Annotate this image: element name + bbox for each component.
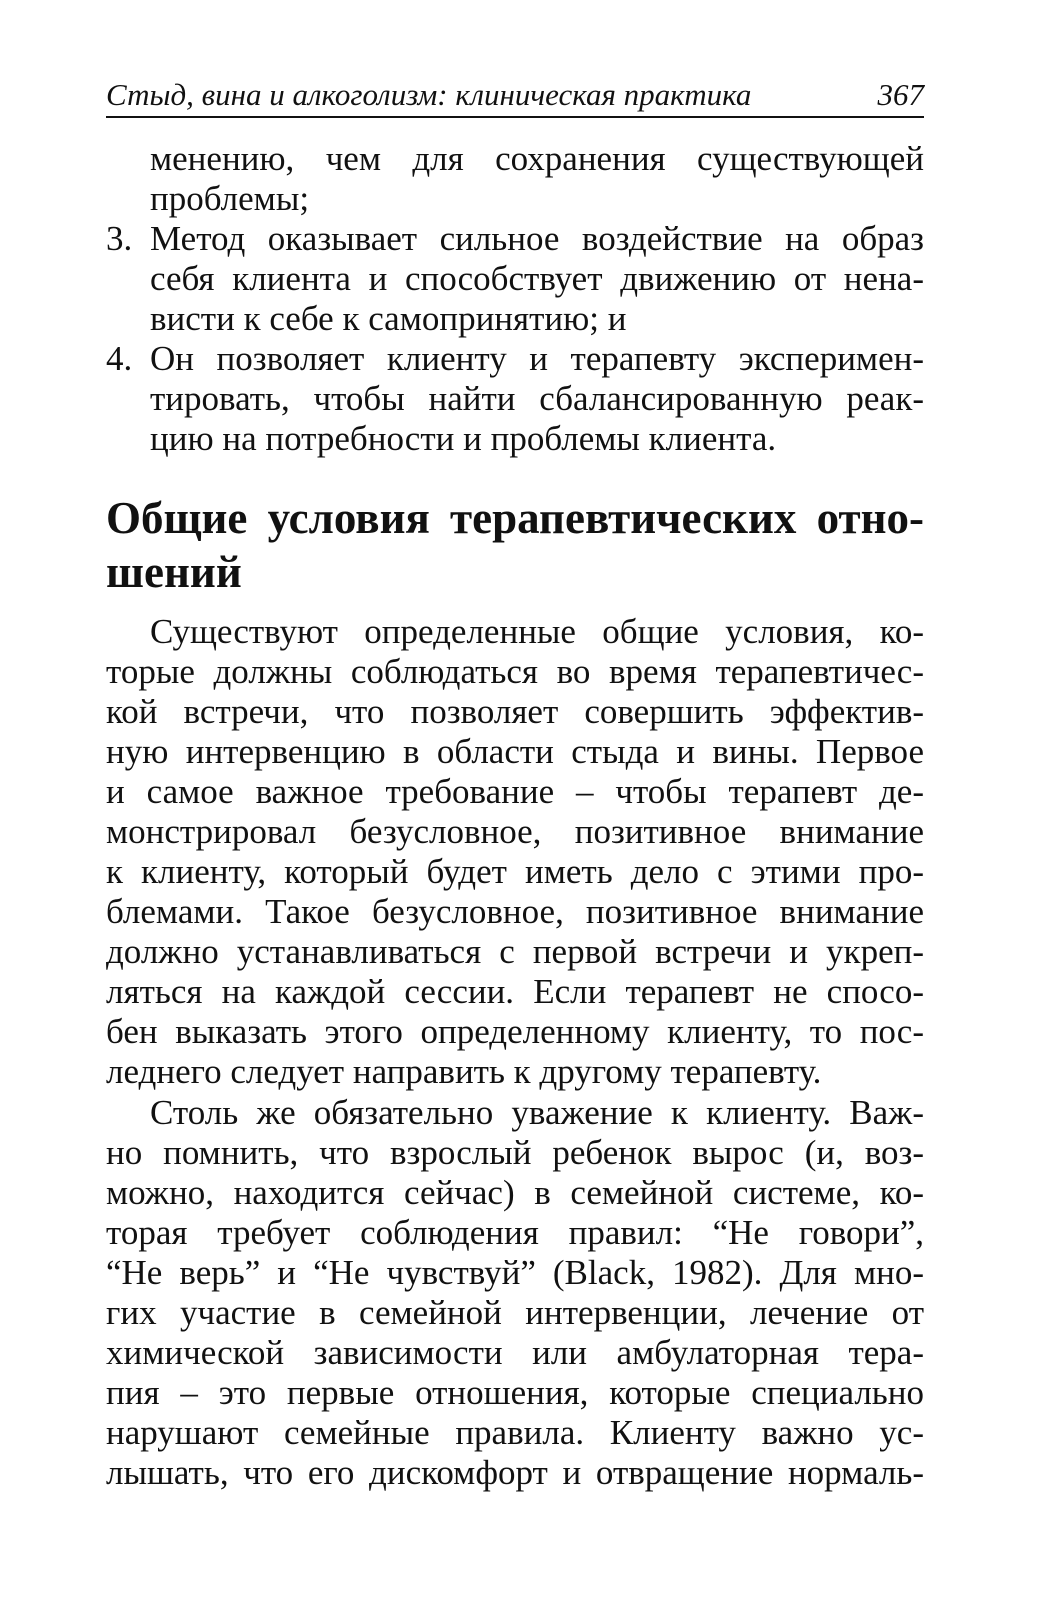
running-title: Стыд, вина и алкоголизм: клиническая практика [106, 77, 752, 112]
list-item-line: тировать, чтобы найти сбалансированную реак- [150, 379, 924, 418]
list-item-line: Он позволяет клиенту и терапевту эксперимен- [150, 339, 924, 378]
list-item-line: цию на потребности и проблемы клиента. [150, 419, 777, 458]
page-number: 367 [877, 77, 924, 112]
paragraph-line: должно устанавливаться с первой встречи и укреп- [106, 932, 924, 971]
section-heading-line: шений [106, 547, 242, 597]
paragraph-line: пия – это первые отношения, которые специально [106, 1373, 924, 1412]
section-heading-line: Общие условия терапевтических отно- [106, 493, 924, 543]
paragraph-line: “Не верь” и “Не чувствуй” (Black, 1982). Для мно- [106, 1253, 924, 1292]
paragraph-line: химической зависимости или амбулаторная тера- [106, 1333, 924, 1372]
paragraph-line: ляться на каждой сессии. Если терапевт не спосо- [106, 972, 924, 1011]
running-header [106, 76, 924, 118]
paragraph-line: торая требует соблюдения правил: “Не говори”, [106, 1213, 924, 1252]
paragraph-line: Столь же обязательно уважение к клиенту. Важ- [150, 1093, 924, 1132]
list-continuation-line: менению, чем для сохранения существующей [150, 139, 924, 178]
paragraph-line: гих участие в семейной интервенции, лечение от [106, 1293, 924, 1332]
paragraph-line: бен выказать этого определенному клиенту, то пос- [106, 1012, 924, 1051]
list-item-number: 3. [106, 219, 133, 258]
paragraph-line: леднего следует направить к другому терапевту. [106, 1052, 822, 1091]
paragraph-line: ную интервенцию в области стыда и вины. Первое [106, 732, 924, 771]
paragraph-line: Существуют определенные общие условия, ко- [150, 612, 924, 651]
paragraph-line: лышать, что его дискомфорт и отвращение нормаль- [106, 1453, 924, 1492]
list-item-line: Метод оказывает сильное воздействие на образ [150, 219, 924, 258]
paragraph-line: нарушают семейные правила. Клиенту важно ус- [106, 1413, 924, 1452]
paragraph-line: блемами. Такое безусловное, позитивное внимание [106, 892, 924, 931]
paragraph-line: кой встречи, что позволяет совершить эффектив- [106, 692, 924, 731]
paragraph-line: монстрировал безусловное, позитивное внимание [106, 812, 924, 851]
paragraph-line: и самое важное требование – чтобы терапевт де- [106, 772, 924, 811]
paragraph-line: к клиенту, который будет иметь дело с этими про- [106, 852, 924, 891]
paragraph-line: можно, находится сейчас) в семейной системе, ко- [106, 1173, 924, 1212]
list-item-line: висти к себе к самопринятию; и [150, 299, 627, 338]
list-continuation-line: проблемы; [150, 179, 310, 218]
paragraph-line: но помнить, что взрослый ребенок вырос (и, воз- [106, 1133, 924, 1172]
list-item-line: себя клиента и способствует движению от нена- [150, 259, 924, 298]
list-item-number: 4. [106, 339, 133, 378]
paragraph-line: торые должны соблюдаться во время терапевтичес- [106, 652, 924, 691]
